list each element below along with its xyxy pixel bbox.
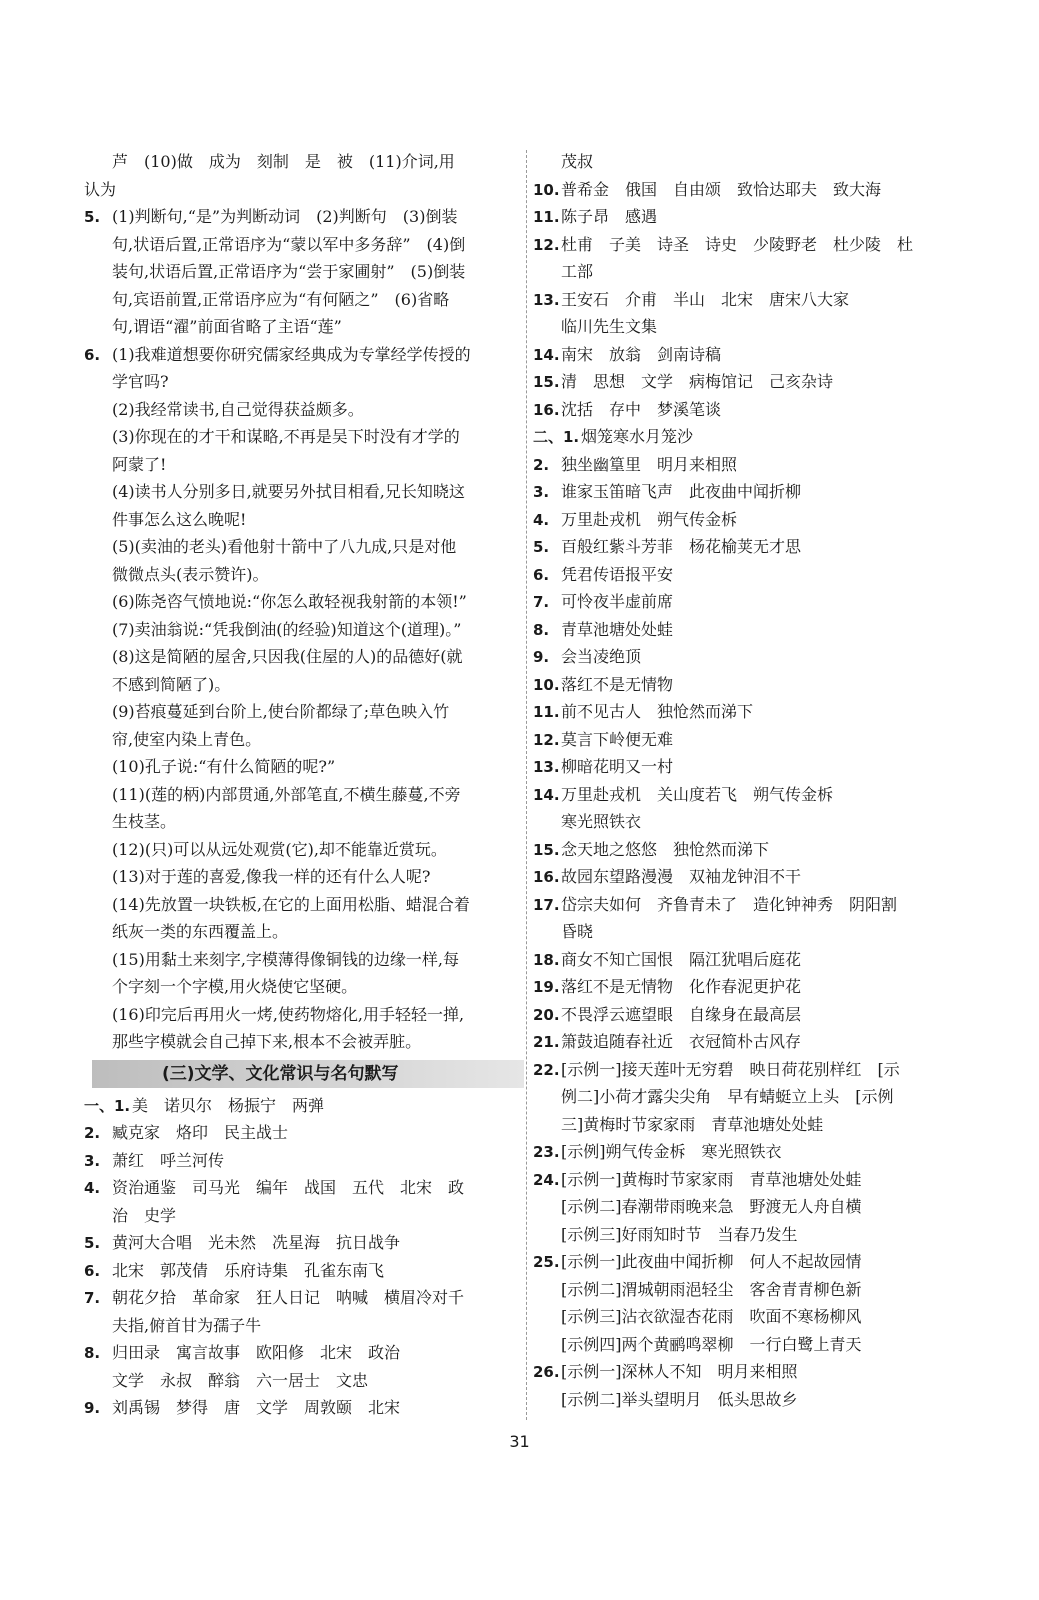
answer-line [84, 423, 524, 451]
answer-line [84, 1367, 524, 1395]
answer-line [533, 341, 973, 369]
answer-line [533, 533, 973, 561]
item-number: 9. [84, 1399, 101, 1417]
answer-text: 寒光照铁衣 [561, 812, 642, 831]
answer-text: 阿蒙了! [112, 454, 167, 474]
answer-line [84, 891, 524, 919]
answer-line [84, 478, 524, 506]
answer-line [533, 258, 973, 286]
answer-text: (12)(只)可以从远处观赏(它),却不能靠近赏玩。 [112, 839, 447, 859]
answer-text: 句,谓语“濯”前面省略了主语“莲” [112, 317, 342, 336]
answer-line [533, 1111, 973, 1139]
answer-line [84, 588, 524, 616]
item-number: 13. [533, 758, 560, 776]
item-number: 3. [533, 483, 550, 501]
answer-line [84, 368, 524, 396]
answer-line [84, 1202, 524, 1230]
item-number: 26. [533, 1363, 560, 1381]
answer-line [533, 1166, 973, 1194]
answer-line [533, 506, 973, 534]
answer-line [84, 231, 524, 259]
item-number: 24. [533, 1170, 560, 1189]
answer-text: (1)判断句,“是”为判断动词 (2)判断句 (3)倒装 [112, 207, 458, 226]
answer-text: 故园东望路漫漫 双袖龙钟泪不干 [561, 867, 802, 886]
answer-text: [示例三]好雨知时节 当春乃发生 [561, 1224, 798, 1244]
answer-text: 夫指,俯首甘为孺子牛 [112, 1315, 262, 1335]
answer-text: [示例一]接天莲叶无穷碧 映日荷花别样红 [示 [561, 1059, 900, 1079]
answer-line [533, 451, 973, 479]
item-number: 7. [84, 1289, 101, 1307]
answer-line [84, 1147, 524, 1175]
answer-text: 茂叔 [561, 152, 594, 171]
answer-line [533, 1331, 973, 1359]
item-number: 10. [533, 675, 560, 694]
answer-text: (4)读书人分别多日,就要另外拭目相看,兄长知晓这 [112, 482, 465, 501]
answer-line [84, 671, 524, 699]
answer-text: [示例一]黄梅时节家家雨 青草池塘处处蛙 [561, 1169, 862, 1189]
answer-line [533, 616, 973, 644]
answer-line [84, 1312, 524, 1340]
answer-line [533, 1276, 973, 1304]
item-number: 15. [533, 373, 560, 391]
answer-line [533, 176, 973, 204]
answer-text: 文学 永叔 醉翁 六一居士 文忠 [112, 1370, 369, 1390]
answer-line [84, 1394, 524, 1422]
answer-line [533, 698, 973, 726]
answer-text: 落红不是无情物 [561, 674, 674, 694]
item-number: 22. [533, 1060, 560, 1079]
answer-line [533, 753, 973, 781]
answer-text: 念天地之悠悠 独怆然而涕下 [561, 839, 770, 859]
item-number: 14. [533, 785, 560, 804]
answer-text: 普希金 俄国 自由颂 致恰达耶夫 致大海 [561, 179, 882, 199]
answer-text: (1)我难道想要你研究儒家经典成为专掌经学传授的 [112, 344, 471, 364]
answer-line [533, 863, 973, 891]
answer-line [533, 478, 973, 506]
column-divider [526, 150, 527, 1420]
answer-text: 前不见古人 独怆然而涕下 [561, 702, 754, 721]
answer-text: 柳暗花明又一村 [561, 757, 674, 776]
item-number: 14. [533, 345, 560, 364]
answer-line [533, 1028, 973, 1056]
answer-text: 句,状语后置,正常语序为“蒙以军中多务辞” (4)倒 [112, 234, 466, 254]
item-number: 3. [84, 1151, 101, 1170]
item-number: 23. [533, 1143, 560, 1161]
answer-text: [示例一]深林人不知 明月来相照 [561, 1362, 798, 1381]
left-column [84, 148, 524, 1422]
answer-text: [示例二]渭城朝雨浥轻尘 客舍青青柳色新 [561, 1279, 862, 1299]
answer-text: 学官吗? [112, 372, 169, 391]
answer-line [84, 726, 524, 754]
answer-text: (15)用黏土来刻字,字模薄得像铜钱的边缘一样,每 [112, 949, 460, 969]
answer-text: 三]黄梅时节家家雨 青草池塘处处蛙 [561, 1114, 824, 1134]
answer-text: (10)孔子说:“有什么简陋的呢?” [112, 757, 336, 776]
answer-line [533, 726, 973, 754]
answer-text: 青草池塘处处蛙 [561, 619, 674, 639]
answer-line [84, 808, 524, 836]
item-number: 6. [84, 345, 101, 364]
item-number: 6. [84, 1261, 101, 1280]
answer-line [84, 506, 524, 534]
answer-line [84, 1284, 524, 1312]
answer-line [533, 891, 973, 919]
answer-text: (6)陈尧咨气愤地说:“你怎么敢轻视我射箭的本领!” [112, 592, 467, 611]
answer-text: (3)你现在的才干和谋略,不再是吴下时没有才学的 [112, 427, 460, 446]
answer-line [84, 561, 524, 589]
answer-text: 独坐幽篁里 明月来相照 [561, 454, 738, 474]
answer-text: 治 史学 [112, 1205, 177, 1225]
answer-line [533, 1001, 973, 1029]
answer-line [84, 698, 524, 726]
answer-line [84, 836, 524, 864]
answer-line [84, 176, 524, 204]
answer-text: 微微点头(表示赞许)。 [112, 564, 269, 584]
answer-text: 陈子昂 感遇 [561, 207, 658, 226]
answer-text: 生枝茎。 [112, 812, 177, 831]
answer-line [84, 946, 524, 974]
answer-text: 落红不是无情物 化作春泥更护花 [561, 977, 802, 996]
answer-text: 烟笼寒水月笼沙 [581, 427, 694, 446]
answer-line [84, 643, 524, 671]
answer-line [84, 973, 524, 1001]
answer-text: 萧红 呼兰河传 [112, 1150, 225, 1170]
item-number: 10. [533, 180, 560, 199]
answer-line [84, 286, 524, 314]
item-number: 12. [533, 730, 560, 749]
answer-text: 朝花夕拾 革命家 狂人日记 呐喊 横眉冷对千 [112, 1288, 465, 1307]
answer-line [533, 918, 973, 946]
answer-line [533, 1221, 973, 1249]
item-number: 5. [84, 1234, 101, 1252]
answer-text: (13)对于莲的喜爱,像我一样的还有什么人呢? [112, 867, 431, 886]
answer-line [84, 1119, 524, 1147]
answer-text: 清 思想 文学 病梅馆记 己亥杂诗 [561, 372, 834, 391]
answer-text: 例二]小荷才露尖尖角 早有蜻蜓立上头 [示例 [561, 1087, 894, 1106]
answer-line [84, 451, 524, 479]
answer-text: 万里赴戎机 朔气传金柝 [561, 509, 738, 529]
answer-text: 臧克家 烙印 民主战士 [112, 1123, 289, 1142]
answer-text: 不感到简陋了)。 [112, 674, 231, 694]
item-number: 8. [84, 1344, 101, 1362]
answer-line [533, 588, 973, 616]
answer-line [84, 616, 524, 644]
item-number: 18. [533, 950, 560, 969]
answer-line [533, 368, 973, 396]
item-number: 5. [84, 208, 101, 226]
item-number: 12. [533, 235, 560, 254]
answer-line [84, 863, 524, 891]
answer-text: 刘禹锡 梦得 唐 文学 周敦颐 北宋 [112, 1398, 401, 1417]
answer-line [533, 836, 973, 864]
item-number: 7. [533, 593, 550, 611]
answer-text: [示例一]此夜曲中闻折柳 何人不起故园情 [561, 1252, 862, 1271]
answer-line [533, 231, 973, 259]
answer-text: 不畏浮云遮望眼 自缘身在最高层 [561, 1004, 802, 1024]
item-number: 11. [533, 208, 560, 226]
answer-line [533, 286, 973, 314]
answer-line [533, 423, 973, 451]
answer-text: 资治通鉴 司马光 编年 战国 五代 北宋 政 [112, 1178, 465, 1197]
answer-line [84, 753, 524, 781]
item-number: 15. [533, 840, 560, 859]
answer-text: 王安石 介甫 半山 北宋 唐宋八大家 [561, 289, 850, 309]
answer-text: (2)我经常读书,自己觉得获益颇多。 [112, 399, 364, 419]
item-number: 19. [533, 978, 560, 996]
item-number: 2. [84, 1124, 101, 1142]
answer-text: 会当凌绝顶 [561, 647, 642, 666]
right-column [533, 148, 973, 1413]
answer-line [533, 1303, 973, 1331]
item-number: 4. [84, 1179, 101, 1197]
answer-line [84, 1229, 524, 1257]
answer-line [84, 1339, 524, 1367]
item-number: 9. [533, 648, 550, 666]
answer-line [533, 1248, 973, 1276]
answer-text: (16)印完后再用火一烤,使药物熔化,用手轻轻一掸, [112, 1004, 465, 1024]
answer-line [84, 781, 524, 809]
answer-line [533, 1083, 973, 1111]
answer-text: 装句,状语后置,正常语序为“尝于家圃射” (5)倒装 [112, 262, 466, 281]
answer-line [533, 203, 973, 231]
answer-text: 芦 (10)做 成为 刻制 是 被 (11)介词,用 [112, 152, 455, 171]
answer-text: 昏晓 [561, 922, 594, 941]
answer-line [84, 1257, 524, 1285]
item-number: 20. [533, 1005, 560, 1024]
answer-line [533, 781, 973, 809]
answer-text: 帘,使室内染上青色。 [112, 729, 262, 749]
page-number: 31 [509, 1432, 530, 1451]
answer-line [84, 148, 524, 176]
answer-line [84, 203, 524, 231]
answer-text: 箫鼓追随春社近 衣冠简朴古风存 [561, 1032, 802, 1051]
item-number: 4. [533, 510, 550, 529]
item-number: 17. [533, 895, 560, 914]
answer-line [533, 671, 973, 699]
answer-text: [示例]朔气传金柝 寒光照铁衣 [561, 1142, 782, 1161]
answer-line [533, 946, 973, 974]
answer-text: 美 诺贝尔 杨振宁 两弹 [132, 1095, 325, 1115]
answer-text: 莫言下岭便无难 [561, 729, 674, 749]
answer-line [533, 1193, 973, 1221]
answer-line [84, 1001, 524, 1029]
item-number: 11. [533, 703, 560, 721]
answer-text: (8)这是简陋的屋舍,只因我(住屋的人)的品德好(就 [112, 647, 463, 666]
answer-line [84, 1092, 524, 1120]
answer-line [533, 1138, 973, 1166]
answer-line [533, 561, 973, 589]
answer-line [533, 396, 973, 424]
answer-line [84, 533, 524, 561]
answer-text: 北宋 郭茂倩 乐府诗集 孔雀东南飞 [112, 1260, 385, 1280]
answer-text: (9)苔痕蔓延到台阶上,使台阶都绿了;草色映入竹 [112, 702, 450, 721]
answer-text: 工部 [561, 262, 594, 281]
answer-text: 岱宗夫如何 齐鲁青未了 造化钟神秀 阴阳割 [561, 894, 898, 914]
answer-line [533, 313, 973, 341]
answer-text: 纸灰一类的东西覆盖上。 [112, 922, 289, 941]
answer-line [533, 643, 973, 671]
item-number: 一、1. [84, 1096, 131, 1115]
answer-text: [示例二]春潮带雨晚来急 野渡无人舟自横 [561, 1197, 862, 1216]
answer-text: [示例二]举头望明月 低头思故乡 [561, 1389, 798, 1409]
answer-text: 商女不知亡国恨 隔江犹唱后庭花 [561, 949, 802, 969]
answer-text: 认为 [84, 179, 117, 199]
answer-text: 黄河大合唱 光未然 冼星海 抗日战争 [112, 1233, 401, 1252]
answer-text: 临川先生文集 [561, 317, 658, 336]
answer-text: 个字刻一个字模,用火烧使它坚硬。 [112, 977, 358, 996]
item-number: 8. [533, 620, 550, 639]
answer-text: [示例三]沾衣欲湿杏花雨 吹面不寒杨柳风 [561, 1307, 862, 1326]
item-number: 6. [533, 565, 550, 584]
section-heading: (三)文学、文化常识与名句默写 [92, 1060, 524, 1088]
answer-text: 件事怎么这么晚呢! [112, 509, 247, 529]
answer-line [533, 808, 973, 836]
answer-text: 万里赴戎机 关山度若飞 朔气传金柝 [561, 784, 834, 804]
answer-text: 那些字模就会自己掉下来,根本不会被弄脏。 [112, 1032, 422, 1051]
answer-text: 句,宾语前置,正常语序应为“有何陋之” (6)省略 [112, 289, 450, 309]
answer-line [533, 1358, 973, 1386]
item-number: 2. [533, 455, 550, 474]
item-number: 16. [533, 400, 560, 419]
answer-text: 百般红紫斗芳菲 杨花榆荚无才思 [561, 537, 802, 556]
answer-line [84, 1028, 524, 1056]
answer-text: (11)(莲的柄)内部贯通,外部笔直,不横生藤蔓,不旁 [112, 784, 461, 804]
answer-line [84, 341, 524, 369]
item-number: 13. [533, 290, 560, 309]
answer-line [533, 1386, 973, 1414]
answer-line [533, 1056, 973, 1084]
answer-line [84, 396, 524, 424]
answer-text: [示例四]两个黄鹂鸣翠柳 一行白鹭上青天 [561, 1334, 862, 1354]
answer-line [533, 148, 973, 176]
answer-text: 凭君传语报平安 [561, 564, 674, 584]
answer-text: (5)(卖油的老头)看他射十箭中了八九成,只是对他 [112, 537, 457, 556]
answer-text: 归田录 寓言故事 欧阳修 北宋 政治 [112, 1343, 401, 1362]
answer-line [84, 313, 524, 341]
answer-text: 可怜夜半虚前席 [561, 592, 674, 611]
answer-text: (14)先放置一块铁板,在它的上面用松脂、蜡混合着 [112, 894, 470, 914]
item-number: 25. [533, 1253, 560, 1271]
answer-line [533, 973, 973, 1001]
answer-text: (7)卖油翁说:“凭我倒油(的经验)知道这个(道理)。” [112, 619, 462, 639]
answer-text: 谁家玉笛暗飞声 此夜曲中闻折柳 [561, 482, 802, 501]
answer-text: 杜甫 子美 诗圣 诗史 少陵野老 杜少陵 杜 [561, 234, 914, 254]
answer-line [84, 918, 524, 946]
item-number: 5. [533, 538, 550, 556]
item-number: 二、1. [533, 428, 580, 446]
answer-text: 南宋 放翁 剑南诗稿 [561, 344, 722, 364]
answer-text: 沈括 存中 梦溪笔谈 [561, 399, 722, 419]
answer-line [84, 258, 524, 286]
answer-line [84, 1174, 524, 1202]
item-number: 16. [533, 868, 560, 886]
item-number: 21. [533, 1033, 560, 1051]
